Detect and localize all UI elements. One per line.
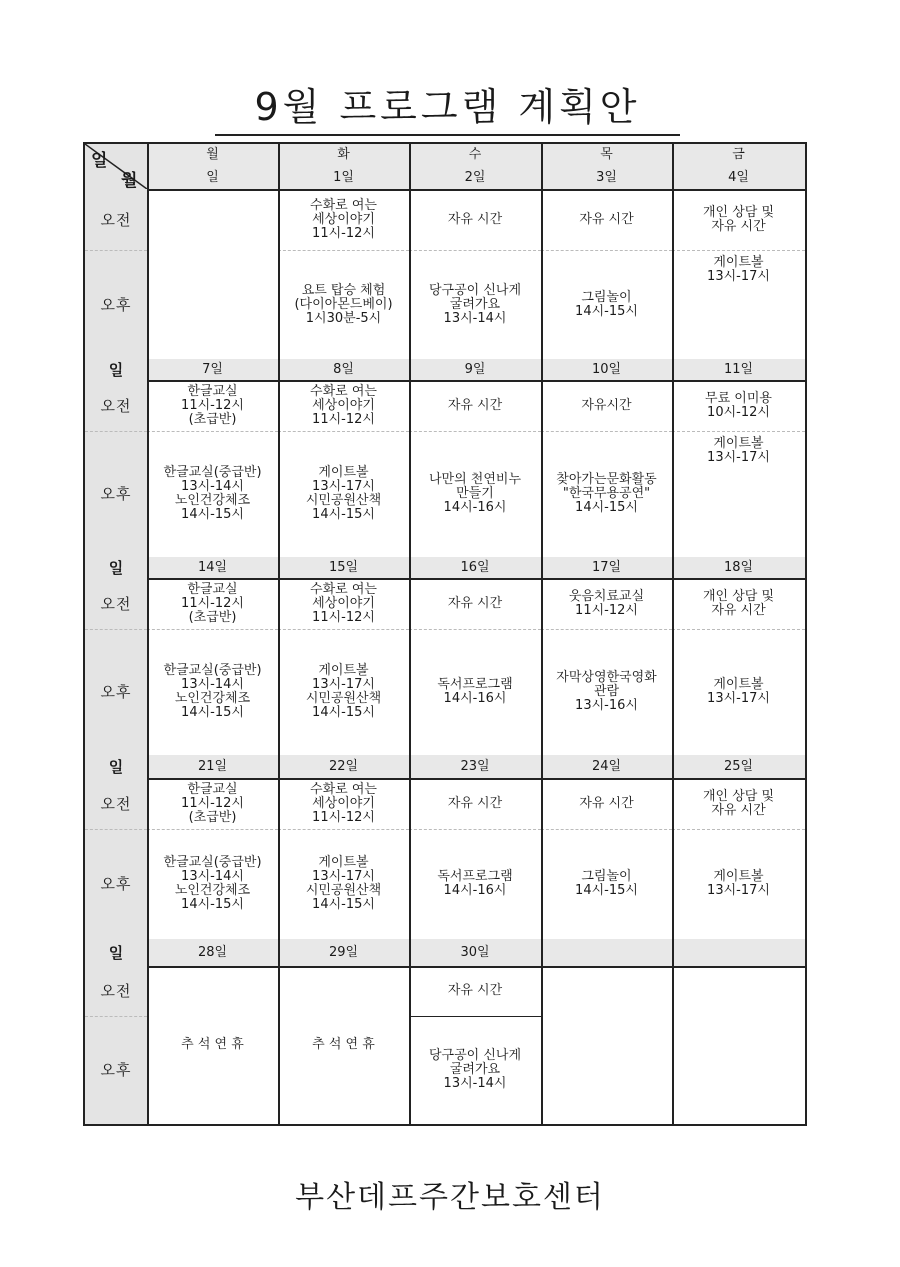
weekday-header	[672, 144, 805, 166]
am-label	[85, 966, 147, 1016]
session-divider	[147, 629, 278, 630]
program-text: "한국무용공연"	[562, 486, 651, 501]
session-divider	[85, 1016, 147, 1017]
weekday-label: 금	[732, 147, 745, 162]
date-label: 23일	[460, 758, 490, 774]
am-label	[85, 189, 147, 250]
day-label: 일	[108, 360, 124, 379]
program-text: 게이트볼	[713, 436, 764, 451]
date-cell	[672, 755, 805, 778]
day-row-label	[85, 755, 147, 778]
date-label: 30일	[460, 944, 490, 960]
pm-program-cell	[541, 1016, 672, 1124]
grid-line	[541, 144, 543, 1124]
am-program-cell	[278, 380, 409, 431]
program-text: 굴려가요	[449, 296, 501, 312]
program-text: 자유시간	[581, 397, 632, 413]
program-text: 세상이야기	[312, 397, 375, 413]
date-label: 21일	[197, 758, 228, 774]
program-text: 웃음치료교실	[568, 588, 645, 604]
pm-program-cell	[409, 1016, 541, 1124]
program-text: 수화로 여는	[310, 781, 377, 797]
am-text: 오전	[100, 982, 132, 1000]
center-name: 부산데프주간보호센터	[295, 1180, 605, 1215]
program-text: (초급반)	[188, 609, 237, 625]
session-divider	[541, 250, 672, 251]
program-text: 게이트볼	[318, 855, 369, 870]
am-program-cell	[541, 189, 672, 250]
day-row-label	[85, 359, 147, 380]
date-label: 16일	[460, 559, 490, 575]
program-text: 수화로 여는	[310, 581, 377, 597]
empty-cell	[147, 189, 278, 359]
am-text: 오전	[100, 794, 132, 813]
program-text: 독서프로그램	[437, 677, 513, 692]
session-divider	[147, 431, 278, 432]
weekday-label: 수	[468, 147, 482, 162]
date-cell	[541, 557, 672, 578]
program-text: 11시-12시	[312, 809, 375, 825]
program-text: 자유 시간	[447, 795, 503, 811]
program-text: 자유 시간	[447, 595, 503, 611]
weekday-label: 화	[337, 147, 350, 162]
am-program-cell	[409, 966, 541, 1016]
weekday-header	[147, 144, 278, 166]
session-divider	[672, 629, 805, 630]
pm-program-cell	[147, 431, 278, 557]
pm-program-cell	[672, 431, 805, 557]
am-program-cell	[409, 778, 541, 829]
grid-line	[409, 144, 411, 1124]
program-text: 14시-16시	[443, 500, 507, 515]
grid-line	[672, 144, 674, 1124]
pm-program-cell	[541, 250, 672, 359]
date-label: 25일	[723, 758, 754, 774]
program-text: 14시-15시	[312, 507, 375, 522]
program-text: 14시-15시	[575, 883, 638, 898]
am-text: 오전	[100, 594, 132, 613]
program-text: 요트 탑승 체험	[301, 282, 386, 298]
program-text: 13시-14시	[181, 479, 244, 494]
date-cell	[147, 939, 278, 966]
date-cell	[541, 359, 672, 380]
program-text: 자유 시간	[447, 397, 503, 413]
program-text: 자유 시간	[711, 218, 766, 234]
program-text: 11시-12시	[312, 609, 375, 625]
pm-program-cell	[278, 250, 409, 359]
weekday-label: 월	[206, 147, 219, 162]
date-cell	[278, 755, 409, 778]
pm-program-cell	[147, 829, 278, 939]
date-label: 9일	[464, 361, 486, 377]
program-text: 14시-15시	[312, 705, 375, 720]
program-text: 세상이야기	[312, 211, 375, 227]
weekday-header	[541, 144, 672, 166]
date-cell	[278, 166, 409, 189]
program-text: 한글교실	[187, 581, 238, 597]
am-program-cell	[278, 578, 409, 629]
program-text: 노인건강체조	[174, 691, 251, 706]
date-label: 11일	[723, 361, 754, 377]
program-text: 게이트볼	[318, 663, 369, 678]
date-cell	[147, 755, 278, 778]
am-program-cell	[147, 578, 278, 629]
am-program-cell	[147, 380, 278, 431]
weekday-header	[409, 144, 541, 166]
am-program-cell	[409, 380, 541, 431]
program-text: 수화로 여는	[310, 197, 377, 213]
program-text: 11시-12시	[312, 225, 375, 241]
session-divider	[85, 629, 147, 630]
program-text: 13시-17시	[312, 677, 375, 692]
program-text: 한글교실(중급반)	[163, 855, 262, 870]
program-text: 10시-12시	[707, 404, 770, 420]
program-text: 11시-12시	[312, 411, 375, 427]
session-divider	[541, 829, 672, 830]
program-text: 수화로 여는	[310, 383, 377, 399]
session-divider	[85, 250, 147, 251]
program-text: 14시-15시	[575, 500, 638, 515]
program-text: 한글교실(중급반)	[163, 663, 262, 678]
date-label: 18일	[723, 559, 754, 575]
program-text: 시민공원산책	[305, 493, 382, 508]
am-text: 오전	[100, 396, 132, 415]
date-label: 28일	[197, 944, 228, 960]
date-cell	[409, 755, 541, 778]
date-cell	[672, 557, 805, 578]
date-label: 8일	[333, 361, 354, 377]
program-text: 그림놀이	[581, 289, 632, 305]
weekday-label: 목	[600, 147, 613, 162]
pm-label	[85, 1016, 147, 1124]
program-text: 11시-12시	[181, 795, 244, 811]
am-program-cell	[672, 578, 805, 629]
am-program-cell	[672, 189, 805, 250]
date-label: 3일	[596, 169, 617, 185]
day-row-label	[85, 557, 147, 578]
pm-text: 오후	[100, 875, 132, 893]
program-text: 그림놀이	[581, 869, 632, 884]
program-text: 세상이야기	[312, 595, 375, 611]
program-text: 관람	[593, 684, 620, 699]
program-text: 찾아가는문화활동	[556, 472, 657, 487]
program-text: 14시-15시	[575, 303, 638, 319]
program-text: 독서프로그램	[437, 869, 513, 884]
program-text: 당구공이 신나게	[428, 282, 522, 298]
program-text: 13시-14시	[443, 310, 507, 326]
date-cell	[278, 939, 409, 966]
date-cell	[672, 166, 805, 189]
program-text: 게이트볼	[713, 255, 764, 270]
weekday-header	[278, 144, 409, 166]
am-program-cell	[409, 189, 541, 250]
program-text: 14시-16시	[443, 691, 507, 706]
date-cell	[147, 166, 278, 189]
pm-program-cell	[409, 629, 541, 755]
corner-header	[85, 144, 147, 189]
date-label: 1일	[333, 169, 354, 185]
program-text: 한글교실	[187, 383, 238, 399]
program-text: 게이트볼	[713, 677, 764, 692]
session-divider	[409, 829, 541, 830]
session-divider	[85, 431, 147, 432]
program-text: (초급반)	[188, 809, 237, 825]
am-label	[85, 380, 147, 431]
pm-program-cell	[278, 431, 409, 557]
pm-text: 오후	[100, 683, 132, 701]
grid-line	[147, 144, 149, 1124]
pm-program-cell	[672, 250, 805, 359]
program-text: 자막상영한국영화	[556, 670, 657, 685]
program-text: 노인건강체조	[174, 493, 251, 508]
date-label: 17일	[591, 559, 622, 575]
am-program-cell	[672, 966, 805, 1016]
grid-line	[85, 1124, 805, 1126]
corner-day-label: 일	[91, 151, 108, 171]
program-text: 14시-15시	[181, 507, 244, 522]
program-text: 11시-12시	[575, 602, 638, 618]
program-text: 11시-12시	[181, 397, 244, 413]
pm-label	[85, 629, 147, 755]
program-text: 13시-14시	[181, 869, 244, 884]
schedule-table	[83, 142, 807, 1126]
date-cell	[409, 557, 541, 578]
program-text: 13시-17시	[707, 269, 770, 284]
session-divider	[278, 629, 409, 630]
program-text: 한글교실(중급반)	[163, 465, 262, 480]
program-text: 14시-15시	[181, 705, 244, 720]
session-divider	[278, 250, 409, 251]
date-label: 10일	[591, 361, 622, 377]
corner-month-label: 월	[121, 171, 138, 189]
program-text: 게이트볼	[318, 465, 369, 480]
am-program-cell	[672, 380, 805, 431]
date-label: 2일	[464, 169, 486, 185]
date-label: 4일	[728, 169, 749, 185]
holiday-cell	[278, 966, 409, 1124]
grid-line	[409, 1016, 541, 1017]
program-text: 13시-17시	[707, 450, 770, 465]
page-title: 9월 프로그램 계획안	[215, 82, 680, 136]
am-program-cell	[278, 189, 409, 250]
date-cell	[541, 166, 672, 189]
program-text: 자유 시간	[447, 211, 503, 227]
pm-label	[85, 829, 147, 939]
pm-program-cell	[672, 629, 805, 755]
program-text: 14시-16시	[443, 883, 507, 898]
am-text: 오전	[100, 210, 132, 229]
program-text: 13시-17시	[707, 691, 770, 706]
date-label: 29일	[328, 944, 359, 960]
program-text: 13시-17시	[312, 869, 375, 884]
pm-program-cell	[409, 431, 541, 557]
session-divider	[672, 431, 805, 432]
program-text: 시민공원산책	[305, 883, 382, 898]
pm-program-cell	[672, 1016, 805, 1124]
program-text: 자유 시간	[447, 983, 503, 998]
program-text: 무료 이미용	[705, 390, 772, 406]
holiday-text: 추 석 연 휴	[181, 1037, 244, 1052]
program-text: 자유 시간	[711, 602, 766, 618]
session-divider	[278, 431, 409, 432]
date-cell	[409, 166, 541, 189]
program-text: 나만의 천연비누	[428, 472, 522, 487]
session-divider	[672, 829, 805, 830]
date-cell	[147, 359, 278, 380]
session-divider	[147, 829, 278, 830]
day-label: 일	[108, 943, 124, 962]
am-program-cell	[541, 966, 672, 1016]
program-text: 자유 시간	[579, 211, 634, 227]
day-row-label	[85, 939, 147, 966]
pm-program-cell	[278, 829, 409, 939]
date-cell	[672, 359, 805, 380]
session-divider	[541, 629, 672, 630]
am-program-cell	[672, 778, 805, 829]
date-cell	[278, 359, 409, 380]
grid-line	[278, 144, 280, 1124]
am-program-cell	[147, 778, 278, 829]
day-label: 일	[108, 558, 124, 577]
am-program-cell	[409, 578, 541, 629]
am-label	[85, 778, 147, 829]
am-program-cell	[541, 380, 672, 431]
pm-program-cell	[409, 829, 541, 939]
pm-program-cell	[541, 829, 672, 939]
program-text: 시민공원산책	[305, 691, 382, 706]
program-text: 개인 상담 및	[702, 588, 775, 604]
session-divider	[409, 431, 541, 432]
date-cell	[278, 557, 409, 578]
am-program-cell	[541, 578, 672, 629]
date-cell	[672, 939, 805, 966]
date-label: 24일	[591, 758, 622, 774]
program-text: 자유 시간	[711, 802, 766, 818]
session-divider	[672, 250, 805, 251]
program-text: 14시-15시	[181, 897, 244, 912]
holiday-cell	[147, 966, 278, 1124]
pm-label	[85, 431, 147, 557]
pm-program-cell	[541, 629, 672, 755]
pm-program-cell	[672, 829, 805, 939]
pm-program-cell	[147, 629, 278, 755]
program-text: 1시30분-5시	[305, 310, 382, 326]
session-divider	[409, 250, 541, 251]
date-cell	[409, 359, 541, 380]
program-text: 한글교실	[187, 781, 238, 797]
date-label: 14일	[197, 559, 228, 575]
session-divider	[85, 829, 147, 830]
pm-label	[85, 250, 147, 359]
program-text: 만들기	[456, 486, 494, 501]
session-divider	[409, 629, 541, 630]
holiday-text: 추 석 연 휴	[312, 1037, 375, 1052]
date-label: 22일	[328, 758, 359, 774]
pm-text: 오후	[100, 1061, 132, 1079]
am-program-cell	[278, 778, 409, 829]
date-label: 일	[206, 169, 219, 185]
program-text: (초급반)	[188, 411, 237, 427]
day-label: 일	[108, 757, 124, 776]
date-label: 7일	[202, 361, 223, 377]
am-program-cell	[541, 778, 672, 829]
date-label: 15일	[328, 559, 359, 575]
program-text: 노인건강체조	[174, 883, 251, 898]
program-text: 게이트볼	[713, 869, 764, 884]
program-text: 13시-14시	[181, 677, 244, 692]
program-text: 자유 시간	[579, 795, 634, 811]
program-text: 11시-12시	[181, 595, 244, 611]
pm-program-cell	[278, 629, 409, 755]
pm-text: 오후	[100, 295, 132, 314]
session-divider	[278, 829, 409, 830]
program-text: 굴려가요	[449, 1062, 501, 1077]
date-cell	[541, 755, 672, 778]
pm-program-cell	[409, 250, 541, 359]
program-text: 14시-15시	[312, 897, 375, 912]
program-text: 당구공이 신나게	[428, 1048, 522, 1063]
date-cell	[147, 557, 278, 578]
date-cell	[409, 939, 541, 966]
program-text: 13시-14시	[443, 1076, 507, 1091]
program-text: 개인 상담 및	[702, 788, 775, 804]
program-text: 세상이야기	[312, 795, 375, 811]
date-cell	[541, 939, 672, 966]
program-text: 개인 상담 및	[702, 204, 775, 220]
pm-program-cell	[541, 431, 672, 557]
program-text: 13시-16시	[575, 698, 638, 713]
session-divider	[541, 431, 672, 432]
program-text: (다이아몬드베이)	[294, 296, 393, 312]
am-label	[85, 578, 147, 629]
program-text: 13시-17시	[707, 883, 770, 898]
pm-text: 오후	[100, 485, 132, 503]
program-text: 13시-17시	[312, 479, 375, 494]
